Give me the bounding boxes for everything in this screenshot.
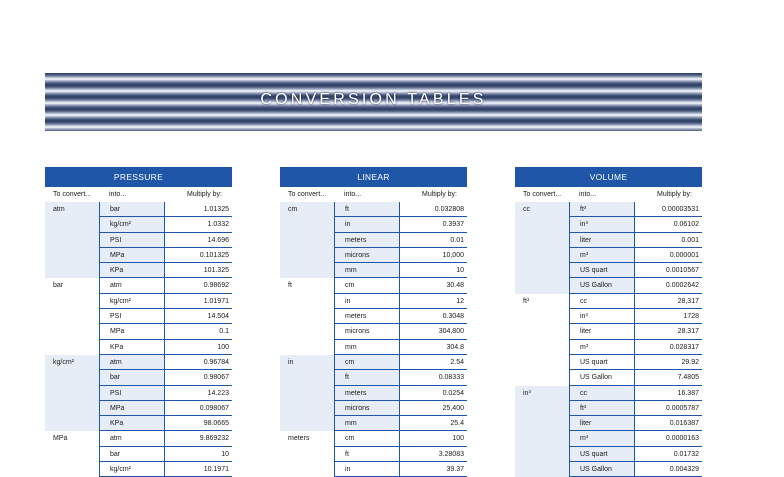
table-row — [280, 278, 467, 293]
volume-table — [515, 167, 702, 477]
into-unit-cell: US Gallon — [569, 462, 634, 477]
from-unit-cell — [280, 217, 334, 232]
multiplier-cell: 0.000001 — [634, 248, 702, 263]
multiplier-cell: 100 — [164, 340, 232, 355]
into-unit-cell: in³ — [569, 309, 634, 324]
multiplier-cell: 0.00003531 — [634, 202, 702, 217]
into-unit-cell: cc — [569, 294, 634, 309]
multiplier-cell: 14.696 — [164, 233, 232, 248]
linear-table — [280, 167, 467, 477]
table-row — [515, 278, 702, 293]
table-row — [45, 202, 232, 217]
from-unit-cell — [280, 233, 334, 248]
multiplier-cell: 0.06102 — [634, 217, 702, 232]
from-unit-cell — [280, 370, 334, 385]
table-row — [515, 462, 702, 477]
into-unit-cell: bar — [99, 370, 164, 385]
table-row — [45, 386, 232, 401]
table-row — [45, 324, 232, 339]
into-unit-cell: bar — [99, 447, 164, 462]
table-row — [515, 386, 702, 401]
table-row — [515, 217, 702, 232]
into-unit-cell: MPa — [99, 401, 164, 416]
table-row — [515, 416, 702, 431]
from-unit-cell — [515, 248, 569, 263]
table-row — [280, 233, 467, 248]
from-unit-cell — [45, 233, 99, 248]
table-row — [45, 294, 232, 309]
from-unit-cell — [280, 263, 334, 278]
multiplier-cell: 10 — [164, 447, 232, 462]
table-title: LINEAR — [280, 167, 467, 187]
from-unit-cell: in³ — [515, 386, 569, 401]
into-unit-cell: ft — [334, 370, 399, 385]
from-unit-cell: cm — [280, 202, 334, 217]
table-row — [280, 370, 467, 385]
table-row — [515, 447, 702, 462]
multiplier-cell: 0.001 — [634, 233, 702, 248]
from-unit-cell — [45, 401, 99, 416]
into-unit-cell: US quart — [569, 355, 634, 370]
from-unit-cell — [515, 233, 569, 248]
into-unit-cell: ft³ — [569, 401, 634, 416]
into-unit-cell: ft³ — [569, 202, 634, 217]
multiplier-cell: 100 — [399, 431, 467, 446]
from-unit-cell — [45, 294, 99, 309]
table-row — [280, 401, 467, 416]
multiplier-cell: 0.004329 — [634, 462, 702, 477]
table-row — [45, 263, 232, 278]
multiplier-cell: 0.3937 — [399, 217, 467, 232]
multiplier-cell: 304,800 — [399, 324, 467, 339]
table-row — [280, 248, 467, 263]
table-row — [515, 340, 702, 355]
from-unit-cell — [280, 248, 334, 263]
column-header-into: into... — [569, 187, 634, 202]
into-unit-cell: atm — [99, 355, 164, 370]
table-row — [45, 355, 232, 370]
into-unit-cell: meters — [334, 386, 399, 401]
table-row — [515, 309, 702, 324]
table-row — [280, 447, 467, 462]
from-unit-cell — [280, 462, 334, 477]
multiplier-cell: 0.0000163 — [634, 431, 702, 446]
column-header-from: To convert... — [45, 187, 99, 202]
from-unit-cell: kg/cm² — [45, 355, 99, 370]
multiplier-cell: 10 — [399, 263, 467, 278]
table-row — [280, 386, 467, 401]
from-unit-cell — [280, 309, 334, 324]
into-unit-cell: in³ — [569, 217, 634, 232]
multiplier-cell: 0.028317 — [634, 340, 702, 355]
from-unit-cell — [280, 340, 334, 355]
from-unit-cell — [280, 401, 334, 416]
from-unit-cell — [515, 263, 569, 278]
into-unit-cell: in — [334, 217, 399, 232]
multiplier-cell: 0.98067 — [164, 370, 232, 385]
multiplier-cell: 98.0665 — [164, 416, 232, 431]
from-unit-cell — [515, 309, 569, 324]
multiplier-cell: 2.54 — [399, 355, 467, 370]
from-unit-cell: meters — [280, 431, 334, 446]
from-unit-cell — [45, 462, 99, 477]
from-unit-cell — [280, 386, 334, 401]
multiplier-cell: 0.0002642 — [634, 278, 702, 293]
table-row — [515, 431, 702, 446]
title-banner — [45, 73, 702, 131]
multiplier-cell: 25.4 — [399, 416, 467, 431]
multiplier-cell: 0.101325 — [164, 248, 232, 263]
from-unit-cell — [280, 416, 334, 431]
into-unit-cell: microns — [334, 248, 399, 263]
into-unit-cell: MPa — [99, 324, 164, 339]
into-unit-cell: mm — [334, 416, 399, 431]
from-unit-cell — [515, 217, 569, 232]
multiplier-cell: 39.37 — [399, 462, 467, 477]
multiplier-cell: 0.0005787 — [634, 401, 702, 416]
multiplier-cell: 28,317 — [634, 294, 702, 309]
multiplier-cell: 0.032808 — [399, 202, 467, 217]
table-row — [280, 462, 467, 477]
table-row — [280, 355, 467, 370]
multiplier-cell: 101.325 — [164, 263, 232, 278]
into-unit-cell: kg/cm² — [99, 217, 164, 232]
into-unit-cell: liter — [569, 233, 634, 248]
into-unit-cell: PSI — [99, 309, 164, 324]
table-header-row — [45, 187, 232, 202]
from-unit-cell — [515, 355, 569, 370]
from-unit-cell — [515, 370, 569, 385]
table-row — [45, 462, 232, 477]
from-unit-cell: ft — [280, 278, 334, 293]
table-row — [45, 431, 232, 446]
into-unit-cell: atm — [99, 278, 164, 293]
multiplier-cell: 7.4805 — [634, 370, 702, 385]
from-unit-cell — [45, 248, 99, 263]
table-row — [45, 340, 232, 355]
table-row — [515, 248, 702, 263]
table-title: PRESSURE — [45, 167, 232, 187]
into-unit-cell: KPa — [99, 416, 164, 431]
into-unit-cell: US Gallon — [569, 370, 634, 385]
column-header-multiply: Multiply by: — [164, 187, 232, 202]
multiplier-cell: 29.92 — [634, 355, 702, 370]
into-unit-cell: MPa — [99, 248, 164, 263]
from-unit-cell — [280, 324, 334, 339]
from-unit-cell — [45, 416, 99, 431]
from-unit-cell — [515, 416, 569, 431]
from-unit-cell — [515, 401, 569, 416]
multiplier-cell: 0.08333 — [399, 370, 467, 385]
into-unit-cell: m³ — [569, 340, 634, 355]
table-row — [45, 278, 232, 293]
into-unit-cell: liter — [569, 416, 634, 431]
from-unit-cell — [515, 324, 569, 339]
from-unit-cell — [45, 447, 99, 462]
table-title: VOLUME — [515, 167, 702, 187]
into-unit-cell: US Gallon — [569, 278, 634, 293]
into-unit-cell: KPa — [99, 263, 164, 278]
from-unit-cell: MPa — [45, 431, 99, 446]
multiplier-cell: 0.0254 — [399, 386, 467, 401]
into-unit-cell: kg/cm² — [99, 294, 164, 309]
from-unit-cell — [45, 386, 99, 401]
table-row — [515, 370, 702, 385]
from-unit-cell: ft³ — [515, 294, 569, 309]
page-title: CONVERSION TABLES — [260, 91, 487, 108]
multiplier-cell: 12 — [399, 294, 467, 309]
into-unit-cell: mm — [334, 340, 399, 355]
multiplier-cell: 0.01732 — [634, 447, 702, 462]
table-row — [280, 416, 467, 431]
multiplier-cell: 28.317 — [634, 324, 702, 339]
table-row — [280, 217, 467, 232]
from-unit-cell: atm — [45, 202, 99, 217]
into-unit-cell: microns — [334, 324, 399, 339]
into-unit-cell: PSI — [99, 233, 164, 248]
into-unit-cell: mm — [334, 263, 399, 278]
multiplier-cell: 0.0010567 — [634, 263, 702, 278]
into-unit-cell: in — [334, 462, 399, 477]
multiplier-cell: 10.1971 — [164, 462, 232, 477]
into-unit-cell: m³ — [569, 248, 634, 263]
table-row — [280, 324, 467, 339]
table-row — [280, 202, 467, 217]
into-unit-cell: cm — [334, 278, 399, 293]
multiplier-cell: 3.28083 — [399, 447, 467, 462]
pressure-table — [45, 167, 232, 477]
table-row — [515, 263, 702, 278]
table-row — [45, 248, 232, 263]
multiplier-cell: 14.504 — [164, 309, 232, 324]
multiplier-cell: 0.098067 — [164, 401, 232, 416]
column-header-into: into... — [334, 187, 399, 202]
multiplier-cell: 1.01325 — [164, 202, 232, 217]
column-header-from: To convert... — [515, 187, 569, 202]
multiplier-cell: 0.1 — [164, 324, 232, 339]
from-unit-cell — [45, 263, 99, 278]
multiplier-cell: 30.48 — [399, 278, 467, 293]
into-unit-cell: meters — [334, 233, 399, 248]
multiplier-cell: 9.869232 — [164, 431, 232, 446]
multiplier-cell: 0.98692 — [164, 278, 232, 293]
from-unit-cell — [515, 278, 569, 293]
multiplier-cell: 0.3048 — [399, 309, 467, 324]
table-row — [45, 370, 232, 385]
from-unit-cell — [515, 431, 569, 446]
multiplier-cell: 14.223 — [164, 386, 232, 401]
table-header-row — [515, 187, 702, 202]
column-header-multiply: Multiply by: — [399, 187, 467, 202]
from-unit-cell — [515, 340, 569, 355]
table-header-row — [280, 187, 467, 202]
from-unit-cell: in — [280, 355, 334, 370]
into-unit-cell: atm — [99, 431, 164, 446]
table-row — [45, 416, 232, 431]
table-row — [45, 447, 232, 462]
column-header-from: To convert... — [280, 187, 334, 202]
column-header-into: into... — [99, 187, 164, 202]
from-unit-cell — [45, 217, 99, 232]
table-row — [515, 202, 702, 217]
table-row — [515, 233, 702, 248]
multiplier-cell: 25,400 — [399, 401, 467, 416]
table-row — [280, 309, 467, 324]
multiplier-cell: 1728 — [634, 309, 702, 324]
from-unit-cell — [280, 294, 334, 309]
table-row — [515, 324, 702, 339]
into-unit-cell: ft — [334, 202, 399, 217]
multiplier-cell: 0.016387 — [634, 416, 702, 431]
table-row — [45, 233, 232, 248]
table-row — [515, 355, 702, 370]
into-unit-cell: US quart — [569, 447, 634, 462]
from-unit-cell — [45, 309, 99, 324]
table-row — [45, 309, 232, 324]
into-unit-cell: KPa — [99, 340, 164, 355]
multiplier-cell: 1.01971 — [164, 294, 232, 309]
into-unit-cell: liter — [569, 324, 634, 339]
into-unit-cell: bar — [99, 202, 164, 217]
table-row — [515, 294, 702, 309]
into-unit-cell: US quart — [569, 263, 634, 278]
into-unit-cell: microns — [334, 401, 399, 416]
table-row — [45, 401, 232, 416]
multiplier-cell: 0.96784 — [164, 355, 232, 370]
multiplier-cell: 16.387 — [634, 386, 702, 401]
from-unit-cell — [45, 324, 99, 339]
from-unit-cell — [515, 447, 569, 462]
into-unit-cell: cc — [569, 386, 634, 401]
into-unit-cell: meters — [334, 309, 399, 324]
multiplier-cell: 10,000 — [399, 248, 467, 263]
table-row — [280, 340, 467, 355]
into-unit-cell: cm — [334, 431, 399, 446]
from-unit-cell: bar — [45, 278, 99, 293]
table-row — [515, 401, 702, 416]
into-unit-cell: kg/cm² — [99, 462, 164, 477]
multiplier-cell: 1.0332 — [164, 217, 232, 232]
table-row — [45, 217, 232, 232]
into-unit-cell: ft — [334, 447, 399, 462]
multiplier-cell: 0.01 — [399, 233, 467, 248]
into-unit-cell: PSI — [99, 386, 164, 401]
table-row — [280, 431, 467, 446]
table-row — [280, 294, 467, 309]
multiplier-cell: 304.8 — [399, 340, 467, 355]
into-unit-cell: in — [334, 294, 399, 309]
from-unit-cell — [515, 462, 569, 477]
from-unit-cell: cc — [515, 202, 569, 217]
from-unit-cell — [45, 370, 99, 385]
into-unit-cell: m³ — [569, 431, 634, 446]
column-header-multiply: Multiply by: — [634, 187, 702, 202]
into-unit-cell: cm — [334, 355, 399, 370]
from-unit-cell — [280, 447, 334, 462]
table-row — [280, 263, 467, 278]
from-unit-cell — [45, 340, 99, 355]
